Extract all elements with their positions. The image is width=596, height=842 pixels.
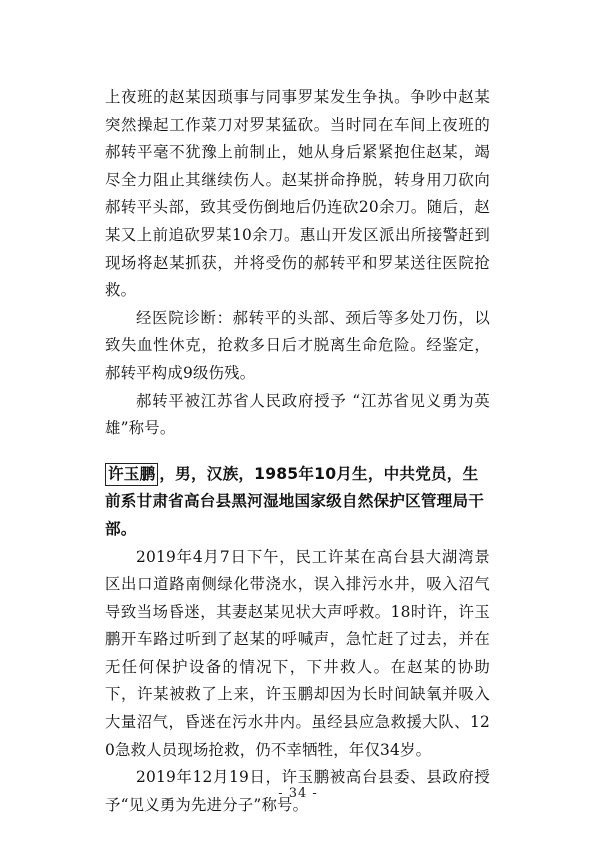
person-heading [105,461,490,544]
section-spacer [105,443,490,461]
document-body [105,84,490,819]
paragraph-honor-award-2: 2019年12月19日，许玉鹏被高台县委、县政府授予“见义勇为先进分子”称号。 [105,768,490,814]
paragraph-honor-award-1: 郝转平被江苏省人民政府授予 “江苏省见义勇为英雄”称号。 [105,391,490,438]
person-name-highlight: 许玉鹏 [105,463,158,486]
paragraph-hospital-diagnosis: 经医院诊断：郝转平的头部、颈后等多处刀伤，以致失血性休克，抢救多日后才脱离生命危险。经鉴定，郝转平构成9级伤残。 [105,308,490,382]
paragraph-rescue-story: 2019年4月7日下午，民工许某在高台县大湖湾景区出口道路南侧绿化带浇水，误入排污水井，吸入沼气导致当场昏迷，其妻赵某见状大声呼救。18时许，许玉鹏开车路过听到了赵某的呼喊声，急忙赶了过去，并在无任何保护设备的情况下，下井救人。在赵某的协助下，许某被救了上来，许玉鹏却因为长时间缺氧并吸入大量沼气，昏迷在污水井内。虽经县应急救援大队、120急救人员现场抢救，仍不幸牺牲，年仅34岁。 [105,547,490,759]
page-number: - 34 - [278,786,318,801]
person-heading-details: ，男，汉族，1985年10月生，中共党员，生前系甘肃省高台县黑河湿地国家级自然保护区管理局干部。 [105,464,485,538]
paragraph-incident-continued: 上夜班的赵某因琐事与同事罗某发生争执。争吵中赵某突然操起工作菜刀对罗某猛砍。当时同在车间上夜班的郝转平毫不犹豫上前制止，她从身后紧紧抱住赵某，竭尽全力阻止其继续伤人。赵某拼命挣脱，转身用刀砍向郝转平头部，致其受伤倒地后仍连砍20余刀。随后，赵某又上前追砍罗某10余刀。惠山开发区派出所接警赶到现场将赵某抓获，并将受伤的郝转平和罗某送往医院抢救。 [105,88,490,300]
